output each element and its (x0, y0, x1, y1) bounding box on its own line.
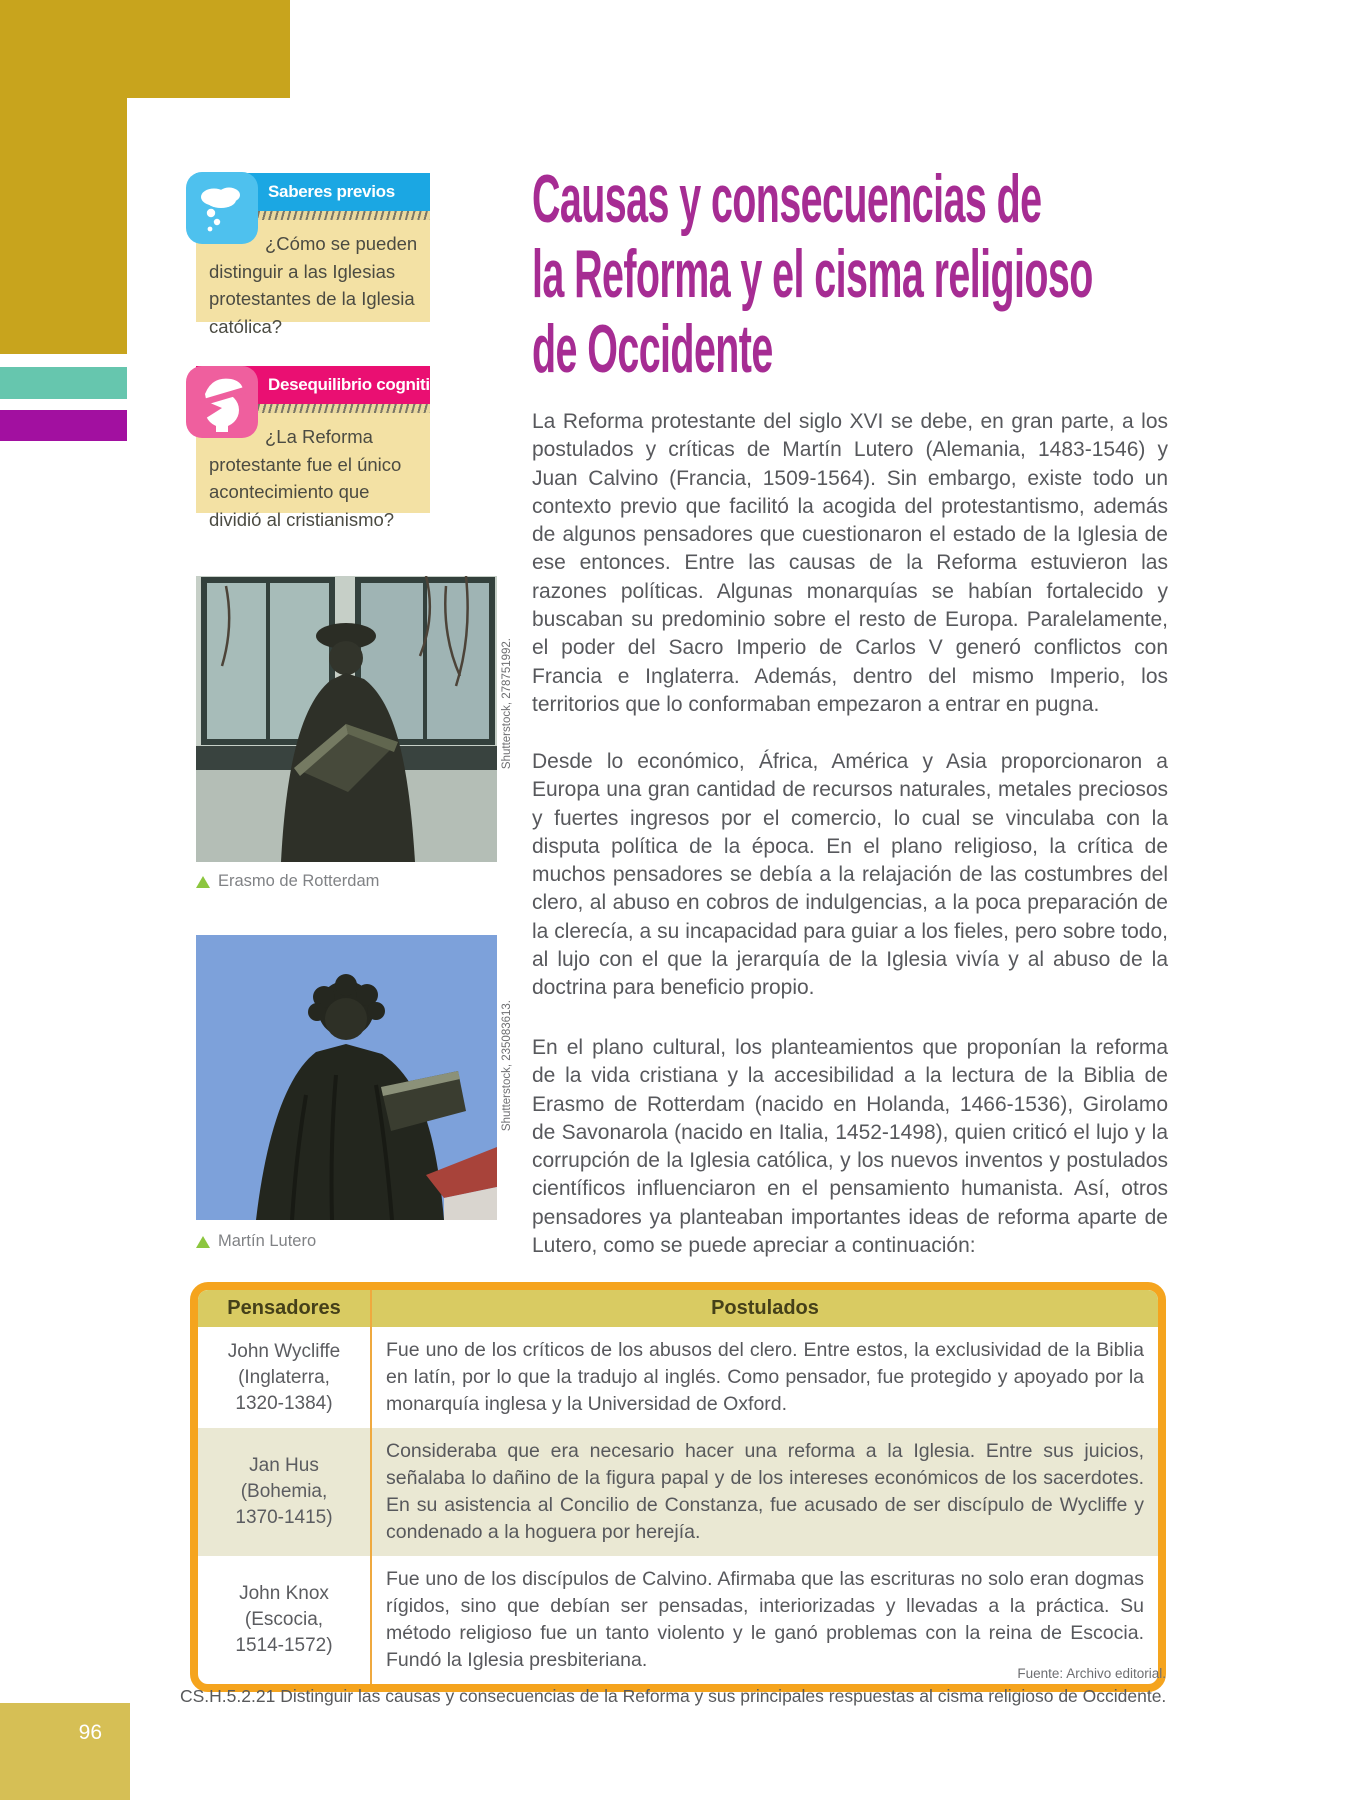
source-label: Fuente: Archivo editorial. (1017, 1666, 1166, 1681)
table-header-pensadores: Pensadores (198, 1290, 370, 1327)
caption-triangle-icon (196, 1236, 210, 1248)
corner-accent-purple-bar (0, 410, 127, 441)
caption-lutero-label: Martín Lutero (218, 1232, 317, 1250)
table-header-postulados: Postulados (370, 1290, 1158, 1327)
paragraph-political-causes: La Reforma protestante del siglo XVI se debe, en gran parte, a los postulados y críticas de Martín Lutero (Alemania, 1483-1546) y Juan Calvino (Francia, 1509-1564). Sin embargo, existe todo un contexto previo que facilitó la acogida del protestantismo, además de algunos pensadores que cuestionaron el estado de la Iglesia de ese entonces. Entre las causas de la Reforma estuvieron las razones políticas. Algunas monarquías se habían fortalecido y buscaban su predominio sobre el resto de Europa. Paralelamente, el poder del Sacro Imperio de Carlos V generó conflictos con Francia e Inglaterra. Además, dentro del mismo Imperio, los territorios que lo conformaban empezaron a entrar en pugna. (532, 410, 1168, 716)
table-row-knox-name (198, 1556, 370, 1684)
corner-accent-teal-bar (0, 367, 127, 399)
table-row-wycliffe-name (198, 1327, 370, 1428)
desequilibrio-question-text: ¿La Reforma protestante fue el único acontecimiento que dividió al cristianismo? (209, 426, 402, 530)
thought-cloud-icon (186, 172, 258, 244)
thinker-years: 1370-1415) (235, 1507, 333, 1528)
caption-erasmo (196, 872, 486, 891)
thinkers-table (190, 1282, 1166, 1692)
curriculum-standard: CS.H.5.2.21 Distinguir las causas y consecuencias de la Reforma y sus principales respuestas al cisma religioso de Occidente. (180, 1686, 1167, 1706)
corner-accent-gold-tall (0, 0, 127, 354)
page-title-line-3: de Occidente (532, 311, 773, 387)
thinker-years: 1320-1384) (235, 1392, 333, 1414)
photo-erasmo-statue (196, 576, 497, 862)
saberes-previos-title: Saberes previos (268, 182, 395, 201)
caption-erasmo-label: Erasmo de Rotterdam (218, 872, 380, 890)
table-row-knox-postulate: Fue uno de los discípulos de Calvino. Afirmaba que las escrituras no solo eran dogmas rígidos, sino que debían ser pensadas, interiorizadas y llevadas a la práctica. Su método religioso fue un tanto violento y le ganó problemas con la reina de Escocia. Fundó la Iglesia presbiteriana. (370, 1556, 1158, 1684)
thinker-name: John Wycliffe (227, 1340, 341, 1362)
page-title-line-1: Causas y consecuencias de (532, 161, 1042, 237)
thinking-head-icon (186, 366, 258, 438)
paragraph-economic-religious: Desde lo económico, África, América y Asia proporcionaron a Europa una gran cantidad de recursos naturales, metales preciosos y fuertes ingresos por el comercio, lo cual se vinculaba con la disputa política de la época. En el plano religioso, la crítica de muchos pensadores se debía a la relajación de las costumbres del clero, al abuso en cobros de indulgencias, a la poca preparación de la clerecía, a su incapacidad para guiar a los fieles, pero sobre todo, al lujo con el que la jerarquía de la Iglesia vivía y al abuso de la doctrina para beneficio propio. (532, 750, 1168, 1000)
table-row-hus-name (198, 1428, 370, 1556)
thinker-years: 1514-1572) (235, 1635, 333, 1656)
desequilibrio-title: Desequilibrio cognitivo (268, 375, 450, 394)
thinker-name: John Knox (239, 1583, 329, 1604)
caption-triangle-icon (196, 876, 210, 888)
photo-credit-lutero: Shutterstock, 235083613. (501, 1000, 513, 1132)
thinker-origin: (Inglaterra, (238, 1366, 330, 1388)
table-row-hus-postulate: Consideraba que era necesario hacer una reforma a la Iglesia. Entre sus juicios, señalaba lo dañino de la figura papal y de los intereses económicos de los sacerdotes. En su asistencia al Concilio de Constanza, fue acusado de ser discípulo de Wycliffe y condenado a la hoguera por herejía. (370, 1428, 1158, 1556)
table-row-wycliffe-postulate: Fue uno de los críticos de los abusos del clero. Entre estos, la exclusividad de la Biblia en latín, por lo que la tradujo al inglés. Como pensador, fue protegido y apoyado por la monarquía inglesa y la Universidad de Oxford. (370, 1327, 1158, 1428)
caption-lutero (196, 1232, 486, 1251)
thinker-origin: (Escocia, (244, 1609, 324, 1630)
paragraph-cultural: En el plano cultural, los planteamientos que proponían la reforma de la vida cristiana y la accesibilidad a la lectura de la Biblia de Erasmo de Rotterdam (nacido en Holanda, 1466-1536), Girolamo de Savonarola (nacido en Italia, 1452-1498), quien criticó el lujo y la corrupción de la Iglesia católica, y los nuevos inventos y postulados científicos influenciaron en el pensamiento humanista. Así, otros pensadores ya planteaban importantes ideas de reforma aparte de Lutero, como se puede apreciar a continuación: (532, 1036, 1168, 1258)
page-title-line-2: la Reforma y el cisma religioso (532, 236, 1093, 312)
photo-lutero-statue (196, 935, 497, 1220)
saberes-question-text: ¿Cómo se pueden distinguir a las Iglesias protestantes de la Iglesia católica? (209, 233, 418, 337)
thinker-name: Jan Hus (249, 1455, 319, 1476)
page-title (532, 162, 1172, 387)
photo-credit-erasmo: Shutterstock, 278751992. (501, 638, 513, 770)
thinker-origin: (Bohemia, (240, 1481, 328, 1502)
page-number-block (0, 1703, 130, 1800)
page-number: 96 (78, 1721, 102, 1744)
